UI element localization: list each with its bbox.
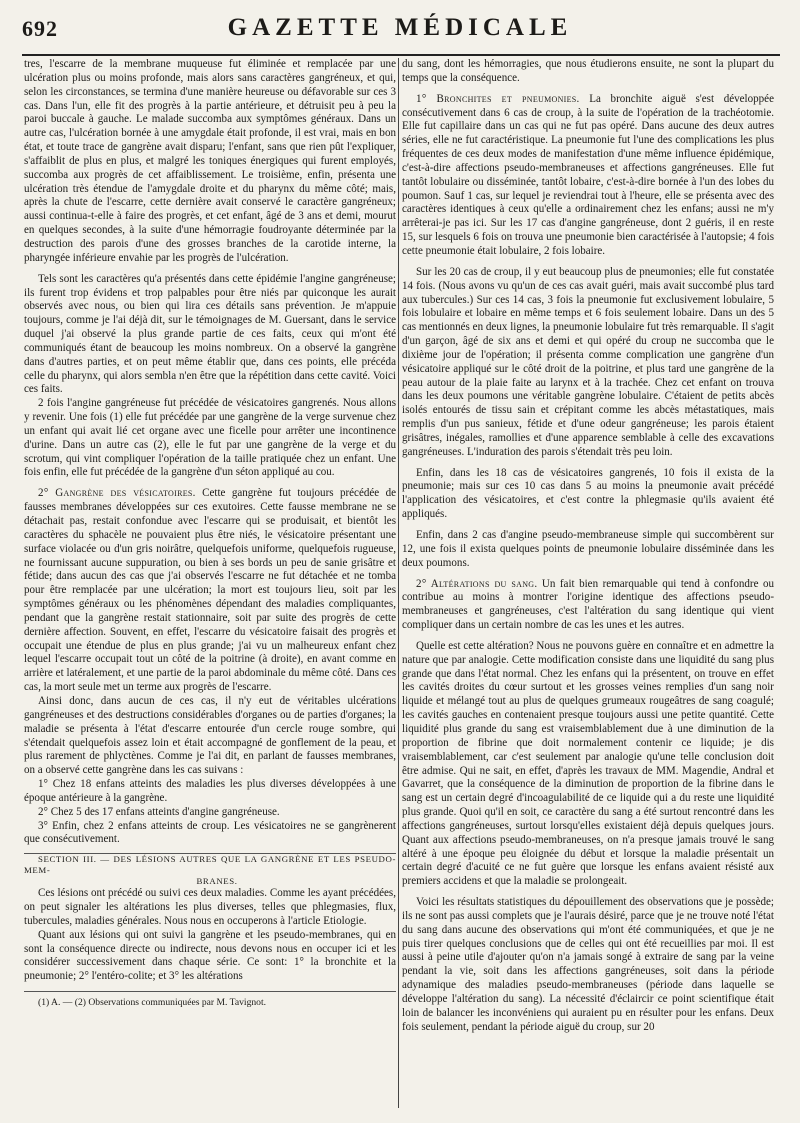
paragraph	[24, 487, 396, 695]
paragraph-body: Un fait bien remarquable qui tend à confondre ou contribue au moins à montrer l'origine identique des affections pseudo-membraneuses et gangréneuses, c'est l'altération du sang identique qui vient compliquer dans un certain nombre de cas les unes et les autres.	[402, 577, 774, 632]
right-column	[402, 58, 774, 1108]
list-item: 3° Enfin, chez 2 enfans atteints de croup. Les vésicatoires ne se gangrènerent que consécutivement.	[24, 819, 396, 846]
paragraph	[402, 578, 774, 633]
paragraph-heading: 2° Altérations du sang.	[416, 577, 538, 590]
paragraph: Sur les 20 cas de croup, il y eut beaucoup plus de pneumonies; elle fut constatée 14 fois. (Nous avons vu qu'un de ces cas avait guéri, mais avait succombé plus tard aux tubercules.) Sur ces 14 cas, 3 fois la pneumonie fut exclusivement lobulaire, 5 fois lobulaire et lobaire en même temps et 6 fois seulement lobaire. Dans un des 5 cas mentionnés en deux lignes, la pneumonie lobulaire fut très remarquable. Il s'agit d'un garçon, âgé de six ans et demi et qui opéré du croup ne succomba que le dixième jour de l'opération; il présenta comme complication une gangrène d'un vésicatoire appliqué sur le côté droit de la poitrine, et plus tard une gangrène de la peau autour de la plaie faite au larynx et à la trachée. Chez cet enfant on trouva dans les deux poumons une véritable gangrène lobulaire. C'étaient de petits abcès isolés entourés de tissu sain et crépitant comme les abcès métastatiques, mais remplis d'un pus sanieux, fétide et d'une odeur gangréneuse; les parois étaient grisâtres, inégales, ramollies et d'une apparence semblable à celle des excavations gangréneuses. L'induration des parois s'étendait très peu loin.	[402, 265, 774, 458]
paragraph: Quant aux lésions qui ont suivi la gangrène et les pseudo-membranes, qui en sont la conséquence directe ou indirecte, nous devons nous en occuper ici et les considérer successivement dans chaque série. Ce sont: 1° la bronchite et la pneumonie; 2° l'entéro-colite; et 3° les altérations	[24, 928, 396, 983]
paragraph: du sang, dont les hémorragies, que nous étudierons ensuite, ne sont la plupart du temps que la conséquence.	[402, 58, 774, 84]
page-header	[22, 6, 778, 46]
paragraph	[402, 93, 774, 259]
paragraph: Ces lésions ont précédé ou suivi ces deux maladies. Comme les ayant précédées, on peut signaler les altérations les plus diverses, telles que phlegmasies, flux, tubercules, maladies générales. Nous nous en occuperons à l'article Etiologie.	[24, 887, 396, 927]
section-heading	[24, 854, 396, 887]
paragraph-body: Cette gangrène fut toujours précédée de fausses membranes développées sur ces exutoires. Cette fausse membrane ne se détachait pas, restait confondue avec l'escarre qui se produisait, et bientôt les caractères du sphacèle ne pouvaient plus être niés, le vésicatoire présentant une surface violacée ou d'un gris noirâtre, quelquefois uniforme, quelquefois rugueuse, ne fournissant aucune suppuration, ou bien à ses bords un peu de sanie grisâtre et fétide; dans aucun des cas que j'ai observés l'escarre ne fut détachée et ne tomba pour être remplacée par une ulcération; la mort est toujours lieu, soit par les symptômes généraux ou les phénomènes dépendant des maladies compliquantes, pendant que la gangrène restait stationnaire, soit par suite des progrès de cette dernière affection. Souvent, en effet, l'escarre du vésicatoire faisait des progrès et occupait une étendue de plus en plus grande; j'ai vu un malheureux enfant chez lequel l'escarre occupait tout un côté de la poitrine (à droite), en avant comme en arrière et latéralement, et une partie de la paroi abdominale du même côté. Dans ces cas, la mort seule met un terme aux progrès de l'escarre.	[24, 487, 396, 694]
paragraph: Tels sont les caractères qu'a présentés dans cette épidémie l'angine gangréneuse; ils furent trop évidens et trop palpables pour être niés par quiconque les aurait observés avec nous, ou bien qui lira ces détails sans prévention. Je m'appuie toujours, comme je l'ai déjà dit, sur le témoignages de M. Guersant, dans le service duquel j'ai observé la plus grande partie de ces faits, ceux qui m'ont été communiqués étant de beaucoup les moins nombreux. On a observé la gangrène dans d'autres parties, et on peut même établir que, dans ces points, elle précéda celle du pharynx, qui alors sembla n'en être que la répétition dans cette cavité. Voici ces faits.	[24, 272, 396, 396]
list-item: 1° Chez 18 enfans atteints des maladies les plus diverses développées à une époque antérieure à la gangrène.	[24, 778, 396, 804]
journal-title: GAZETTE MÉDICALE	[227, 14, 573, 41]
left-column	[24, 58, 396, 1108]
section-heading-line: BRANES.	[196, 876, 238, 887]
paragraph: Enfin, dans les 18 cas de vésicatoires gangrenés, 10 fois il exista de la pneumonie; mais sur ces 10 cas dans 5 au moins la pneumonie avait précédé l'application des vésicatoires, et c'est contre la phlegmasie qu'ils avaient été appliqués.	[402, 466, 774, 521]
page-number: 692	[22, 16, 58, 41]
paragraph: Quelle est cette altération? Nous ne pouvons guère en connaître et en admettre la nature que par analogie. Cette modification consiste dans une liquidité du sang plus grande que dans l'état normal. Chez les enfans qui la présentent, on trouve en effet les cavités droites du cœur surtout et les grosses veines remplies d'un sang noir liquide et mélangé tout au plus de quelques grumeaux rougeâtres de sang coagulé; les cavités gauches en contenaient presque toujours aussi une petite quantité. Cette liquidité plus grande du sang est vraisemblablement due à une diminution de la proportion de fibrine que doit normalement contenir ce liquide; je dis vraisemblablement, car c'est seulement par analogie qu'une telle conclusion doit être admise. Qui ne sait, en effet, d'après les travaux de MM. Magendie, Andral et Gavarret, que la conséquence de la diminution de proportion de la fibrine dans le sang est un certain degré d'incoagulabilité de ce liquide qui a du reste une liquidité plus grande. Quoi qu'il en soit, ce caractère du sang a été surtout rencontré dans les affections gangréneuses, surtout lorsqu'elles existaient déjà depuis quelques jours. Quant aux affections pseudo-membraneuses, on n'a presque jamais trouvé le sang altéré à une époque peu éloignée du début et lorsque la maladie présentait un certain degré d'acuité ce ne fut guère que lorsque les enfans avaient résisté aux premiers accidens et que la maladie se prolongeait.	[402, 639, 774, 888]
paragraph-body: La bronchite aiguë s'est développée consécutivement dans 6 cas de croup, à la suite de l'opération de la trachéotomie. Elle fut capillaire dans un cas qui ne fut pas opéré. Dans aucune des deux autres séries, elle ne fut caractéristique. La pneumonie fut l'une des complications les plus fréquentes de ces deux modes de manifestation d'une même influence épidémique, c'est-à-dire affections pseudo-membraneuses et affections gangréneuses. Elle fut tantôt lobulaire ou disséminée, tantôt lobaire, c'est-à-dire bornée à l'un des lobes du poumon. Sauf 1 cas, sur lequel je reviendrai tout à l'heure, elle se présenta avec des caractères identiques à ceux qu'elle a ordinairement chez les enfans; aussi ne m'y arrêterai-je pas ici. Sur les 17 cas d'angine gangréneuse, dont 2 guéris, il en reste 15, sur lesquels 6 fois on trouva une pneumonie bien caractérisée à l'autopsie; 4 fois cette pneumonie était lobulaire, 2 fois lobaire.	[402, 92, 774, 257]
paragraph: Ainsi donc, dans aucun de ces cas, il n'y eut de véritables ulcérations gangréneuses et des destructions considérables d'organes ou de parties d'organes; la maladie se présenta à l'état d'escarre entourée d'un cercle rouge sombre, qui s'étendait quelquefois assez loin et était accompagné de gonflement de la peau, et plus rarement de phlyctènes. Comme je l'ai dit, en parlant de fausses membranes, on a observé cette gangrène dans les cas suivans :	[24, 694, 396, 777]
footnote: (1) A. — (2) Observations communiquées par M. Tavignot.	[38, 997, 267, 1009]
section-heading-line: SECTION III. — DES LÉSIONS AUTRES QUE LA GANGRÈNE ET LES PSEUDO-MEM-	[24, 854, 396, 876]
list-item: 2° Chez 5 des 17 enfans atteints d'angine gangréneuse.	[38, 805, 280, 818]
paragraph: tres, l'escarre de la membrane muqueuse fut éliminée et remplacée par une ulcération plus ou moins profonde, mais alors sans caractères gangréneux, et qui, selon les circonstances, se termina d'une manière heureuse ou défavorable sur ces 3 cas. Dans l'un, elle fit des progrès à la partie antérieure, et détruisit peu à peu la paroi buccale à gauche. Le malade succomba aux symptômes généraux. Dans un autre cas, l'ulcération bornée à une amygdale était profonde, il est vrai, mais en bon état, et toute trace de gangrène avait disparu; l'enfant, sans que rien pût l'expliquer, s'affaiblit de plus en plus, et malgré les toniques énergiques qui furent employés, succomba aux progrès de cet affaiblissement. Le troisième, enfin, présenta une ulcération très étendue de l'amygdale droite et du pharynx du même côté; mais, après la chute de l'escarre, cette dernière avait conservé le caractère gangréneux; aussi continua-t-elle à faire des progrès, et cet enfant, âgé de 3 ans et demi, mourut en quelques secondes, à la suite d'une hémorragie foudroyante déterminée par la destruction des parois d'une des grosses branches de la carotide interne, la pharyngée inférieure envahie par les progrès de l'ulcération.	[24, 58, 396, 264]
column-divider	[398, 58, 399, 1108]
paragraph-heading: 1° Bronchites et pneumonies.	[416, 92, 580, 105]
paragraph: Voici les résultats statistiques du dépouillement des observations que je possède; ils ne sont pas aussi complets que je l'aurais désiré, parce que je ne trouve noté l'état du sang dans aucune des observations qui m'ont été communiquées, et que je ne puis tirer quelques conclusions que de celles qui ont été recueillies par moi. Il est aussi à peine utile d'ajouter qu'on n'a jamais songé à extraire de sang par la veine pendant la vie, soit dans les affections gangréneuses, soit dans la période adynamique des maladies pseudo-membraneuses (période dans laquelle se développe l'altération du sang). La nécessité d'éclaircir ce point scientifique était loin de balancer les inconvéniens qui auraient pu en résulter pour les enfans. Deux fois seulement, pendant la période aiguë du croup, sur 20	[402, 896, 774, 1033]
footnote-rule	[24, 991, 396, 992]
header-rule	[22, 54, 780, 56]
paragraph: Enfin, dans 2 cas d'angine pseudo-membraneuse simple qui succombèrent sur 12, une fois il exista quelques points de pneumonie lobulaire disséminée dans les deux poumons.	[402, 529, 774, 569]
paragraph: 2 fois l'angine gangréneuse fut précédée de vésicatoires gangrenés. Nous allons y revenir. Une fois (1) elle fut précédée par une gangrène de la verge survenue chez un enfant qui avait lié cet organe avec une ficelle pour arrêter une incontinence d'urine. Dans un autre cas (2), elle le fut par une gangrène de la verge et du scrotum, qui vint compliquer l'opération de la taille pratiquée chez un enfant. Une fois enfin, elle fut précédée de la gangrène d'un séton appliqué au cou.	[24, 397, 396, 479]
paragraph-heading: 2° Gangrène des vésicatoires.	[38, 487, 196, 500]
